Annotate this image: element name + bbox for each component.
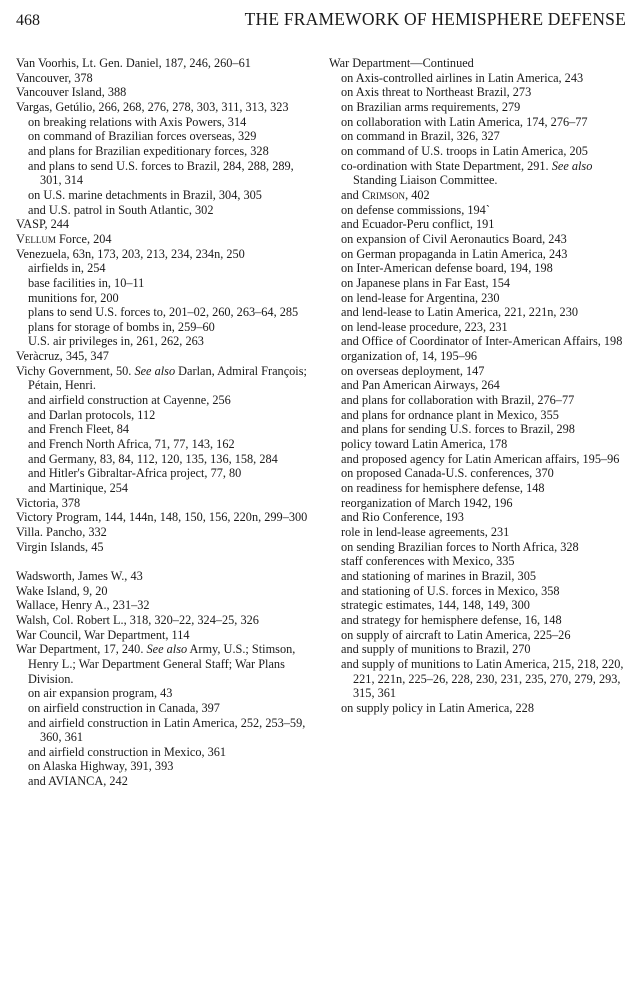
entry-text: on lend-lease for Argentina, 230 [341, 290, 500, 305]
entry-text: and AVIANCA, 242 [28, 774, 128, 789]
entry-text: and stationing of U.S. forces in Mexico, 358 [341, 583, 560, 598]
index-entry [16, 232, 316, 247]
index-entry [16, 71, 316, 86]
index-subentry [329, 378, 629, 393]
entry-text: and French Fleet, 84 [28, 422, 130, 437]
index-subentry [329, 115, 629, 130]
entry-text: and U.S. patrol in South Atlantic, 302 [28, 202, 214, 217]
entry-text: reorganization of March 1942, 196 [341, 495, 513, 510]
entry-text: and Rio Conference, 193 [341, 510, 464, 525]
index-subentry [329, 569, 629, 584]
entry-text: Vichy Government, 50. [16, 363, 132, 378]
entry-text: organization of, 14, 195–96 [341, 349, 478, 364]
see-also-label: See also [134, 363, 176, 378]
index-column-left [16, 56, 316, 789]
index-subentry [16, 261, 316, 276]
index-subentry [329, 525, 629, 540]
entry-text-continued: Army, U.S.; Stimson, Henry L.; War Department General Staff; War Plans Division. [28, 642, 296, 686]
entry-text: and French North Africa, 71, 77, 143, 162 [28, 437, 235, 452]
entry-text: munitions for, 200 [28, 290, 119, 305]
entry-text: U.S. air privileges in, 261, 262, 263 [28, 334, 204, 349]
entry-text: on supply policy in Latin America, 228 [341, 700, 534, 715]
entry-text: staff conferences with Mexico, 335 [341, 554, 515, 569]
index-subentry [329, 349, 629, 364]
entry-text: on German propaganda in Latin America, 243 [341, 246, 568, 261]
index-column-right [329, 56, 629, 716]
entry-text: and plans for sending U.S. forces to Brazil, 298 [341, 422, 575, 437]
index-subentry [16, 701, 316, 716]
entry-text: VASP, 244 [16, 217, 70, 232]
index-subentry [16, 408, 316, 423]
index-subentry [329, 584, 629, 599]
index-entry [16, 510, 316, 525]
entry-text: on defense commissions, 194` [341, 202, 490, 217]
index-subentry [329, 393, 629, 408]
index-entry [16, 642, 316, 686]
entry-text: and plans for collaboration with Brazil, 276–77 [341, 393, 575, 408]
index-entry [16, 569, 316, 584]
entry-text: on sending Brazilian forces to North Africa, 328 [341, 539, 579, 554]
entry-text: role in lend-lease agreements, 231 [341, 525, 510, 539]
entry-text: Walsh, Col. Robert L., 318, 320–22, 324–25, 326 [16, 612, 259, 627]
entry-text-continued: Standing Liaison Committee. [353, 173, 498, 188]
entry-text: Villa. Pancho, 332 [16, 525, 107, 539]
index-subentry [329, 217, 629, 232]
index-subentry [329, 320, 629, 335]
entry-text: Venezuela, 63n, 173, 203, 213, 234, 234n, 250 [16, 246, 245, 261]
index-subentry [16, 334, 316, 349]
entry-text: War Department, 17, 240. [16, 642, 144, 657]
index-subentry [16, 115, 316, 130]
index-subentry [16, 745, 316, 760]
entry-text: and proposed agency for Latin American affairs, 195–96 [341, 451, 620, 466]
entry-text: War Department—Continued [329, 56, 474, 70]
index-entry [16, 85, 316, 100]
entry-text: on Alaska Highway, 391, 393 [28, 759, 174, 774]
index-subentry [329, 408, 629, 423]
entry-text: plans for storage of bombs in, 259–60 [28, 319, 215, 334]
entry-text: base facilities in, 10–11 [28, 275, 145, 290]
index-entry [329, 56, 629, 71]
entry-text: on readiness for hemisphere defense, 148 [341, 481, 545, 496]
index-subentry [16, 437, 316, 452]
index-subentry [16, 422, 316, 437]
entry-text: on command of U.S. troops in Latin America, 205 [341, 143, 588, 158]
entry-text: Vargas, Getúlio, 266, 268, 276, 278, 303, 311, 313, 323 [16, 99, 289, 114]
index-entry [16, 349, 316, 364]
entry-text: on proposed Canada-U.S. conferences, 370 [341, 466, 554, 481]
entry-text: and Hitler's Gibraltar-Africa project, 77, 80 [28, 466, 242, 481]
entry-text: airfields in, 254 [28, 261, 106, 276]
index-subentry [16, 159, 316, 188]
entry-text: Victory Program, 144, 144n, 148, 150, 156, 220n, 299–300 [16, 510, 308, 525]
entry-text: and Darlan protocols, 112 [28, 407, 156, 422]
entry-text: and Office of Coordinator of Inter-American Affairs, 198 [341, 334, 623, 349]
entry-text: on collaboration with Latin America, 174, 276–77 [341, 114, 588, 129]
index-subentry [329, 437, 629, 452]
index-subentry [329, 422, 629, 437]
index-subentry [16, 452, 316, 467]
entry-text: and supply of munitions to Brazil, 270 [341, 642, 531, 657]
see-also-label: See also [146, 642, 188, 657]
entry-text: on command in Brazil, 326, 327 [341, 129, 500, 144]
index-entry [16, 496, 316, 511]
index-subentry [329, 232, 629, 247]
entry-text: Force, 204 [55, 231, 112, 246]
index-subentry [16, 203, 316, 218]
entry-text: and Pan American Airways, 264 [341, 378, 500, 393]
index-subentry [329, 188, 629, 203]
page-number: 468 [16, 12, 40, 29]
index-subentry [329, 247, 629, 262]
entry-text: and airfield construction in Latin America, 252, 253–59, 360, 361 [28, 715, 306, 745]
index-subentry [329, 701, 629, 716]
index-entry [16, 56, 316, 71]
index-subentry [329, 129, 629, 144]
entry-smallcaps: Crimson [361, 187, 406, 202]
index-subentry [329, 291, 629, 306]
index-subentry [329, 496, 629, 511]
index-subentry [16, 305, 316, 320]
entry-text: on air expansion program, 43 [28, 686, 173, 701]
entry-smallcaps: Vellum [16, 231, 56, 246]
index-subentry [329, 554, 629, 569]
index-entry [16, 217, 316, 232]
entry-text: on U.S. marine detachments in Brazil, 304, 305 [28, 187, 262, 202]
entry-text: and plans for ordnance plant in Mexico, 355 [341, 407, 559, 422]
entry-text: Victoria, 378 [16, 495, 81, 510]
index-entry [16, 364, 316, 393]
entry-text: Vancouver, 378 [16, 70, 93, 85]
entry-text: and strategy for hemisphere defense, 16, 148 [341, 612, 562, 627]
index-subentry [329, 100, 629, 115]
entry-text: strategic estimates, 144, 148, 149, 300 [341, 598, 530, 613]
index-entry [16, 525, 316, 540]
index-subentry [16, 393, 316, 408]
entry-text: on Brazilian arms requirements, 279 [341, 99, 521, 114]
running-head: THE FRAMEWORK OF HEMISPHERE DEFENSE [244, 9, 626, 29]
entry-text: policy toward Latin America, 178 [341, 437, 508, 452]
index-subentry [329, 510, 629, 525]
index-subentry [329, 85, 629, 100]
index-entry [16, 100, 316, 115]
index-subentry [329, 159, 629, 188]
entry-text: and airfield construction at Cayenne, 256 [28, 393, 231, 408]
index-subentry [329, 305, 629, 320]
index-subentry [16, 276, 316, 291]
entry-text: Wadsworth, James W., 43 [16, 568, 143, 583]
index-subentry [329, 144, 629, 159]
index-subentry [16, 759, 316, 774]
entry-text: Veràcruz, 345, 347 [16, 349, 109, 364]
entry-text-continued: Darlan, Admiral François; Pétain, Henri. [28, 363, 307, 393]
entry-text: on Axis threat to Northeast Brazil, 273 [341, 85, 532, 100]
entry-text: Virgin Islands, 45 [16, 539, 104, 554]
entry-text: plans to send U.S. forces to, 201–02, 260, 263–64, 285 [28, 305, 299, 320]
index-subentry [329, 628, 629, 643]
entry-text: and lend-lease to Latin America, 221, 221n, 230 [341, 305, 578, 320]
index-subentry [16, 481, 316, 496]
entry-text: Wallace, Henry A., 231–32 [16, 598, 150, 613]
index-subentry [329, 466, 629, 481]
index-entry [16, 584, 316, 599]
entry-text-continued: , 402 [405, 187, 430, 202]
index-subentry [329, 452, 629, 467]
index-subentry [16, 291, 316, 306]
index-subentry [16, 320, 316, 335]
index-entry [16, 628, 316, 643]
index-subentry [329, 657, 629, 701]
entry-text: and [341, 187, 362, 202]
entry-text: on breaking relations with Axis Powers, 314 [28, 114, 247, 129]
index-subentry [329, 642, 629, 657]
entry-text: and plans to send U.S. forces to Brazil, 284, 288, 289, 301, 314 [28, 158, 294, 188]
index-subentry [329, 613, 629, 628]
entry-text: and stationing of marines in Brazil, 305 [341, 568, 537, 583]
index-subentry [329, 203, 629, 218]
index-subentry [16, 466, 316, 481]
entry-text: and supply of munitions to Latin America, 215, 218, 220, 221, 221n, 225–26, 228, 230, 231, 235, 270, 279, 293, 315, 361 [341, 656, 624, 701]
entry-text: and airfield construction in Mexico, 361 [28, 744, 227, 759]
entry-text: War Council, War Department, 114 [16, 627, 190, 642]
entry-text: on Japanese plans in Far East, 154 [341, 275, 511, 290]
entry-text: on airfield construction in Canada, 397 [28, 700, 220, 715]
index-subentry [329, 540, 629, 555]
entry-text: on expansion of Civil Aeronautics Board, 243 [341, 231, 567, 246]
index-subentry [329, 481, 629, 496]
entry-text: on overseas deployment, 147 [341, 363, 485, 378]
entry-text: Vancouver Island, 388 [16, 85, 127, 100]
entry-text: Wake Island, 9, 20 [16, 583, 108, 598]
index-subentry [16, 129, 316, 144]
entry-text: co-ordination with State Department, 291. [341, 158, 549, 173]
index-subentry [16, 188, 316, 203]
entry-text: on Axis-controlled airlines in Latin America, 243 [341, 70, 584, 85]
see-also-label: See also [551, 158, 593, 173]
entry-text: and Martinique, 254 [28, 481, 129, 496]
index-entry [16, 613, 316, 628]
index-subentry [16, 774, 316, 789]
page-header [16, 9, 626, 33]
index-subentry [329, 276, 629, 291]
index-entry [16, 540, 316, 555]
index-subentry [329, 334, 629, 349]
entry-text: on Inter-American defense board, 194, 198 [341, 261, 553, 276]
index-entry [16, 247, 316, 262]
entry-text: and Ecuador-Peru conflict, 191 [341, 217, 495, 232]
index-subentry [329, 364, 629, 379]
index-subentry [329, 598, 629, 613]
index-subentry [329, 261, 629, 276]
index-subentry [16, 716, 316, 745]
index-subentry [16, 686, 316, 701]
entry-text: Van Voorhis, Lt. Gen. Daniel, 187, 246, 260–61 [16, 56, 251, 70]
entry-text: and Germany, 83, 84, 112, 120, 135, 136, 158, 284 [28, 451, 278, 466]
index-subentry [16, 144, 316, 159]
entry-text: on lend-lease procedure, 223, 231 [341, 319, 508, 334]
index-subentry [329, 71, 629, 86]
entry-text: and plans for Brazilian expeditionary forces, 328 [28, 143, 269, 158]
entry-text: on supply of aircraft to Latin America, 225–26 [341, 627, 571, 642]
entry-text: on command of Brazilian forces overseas, 329 [28, 129, 257, 144]
index-entry [16, 598, 316, 613]
